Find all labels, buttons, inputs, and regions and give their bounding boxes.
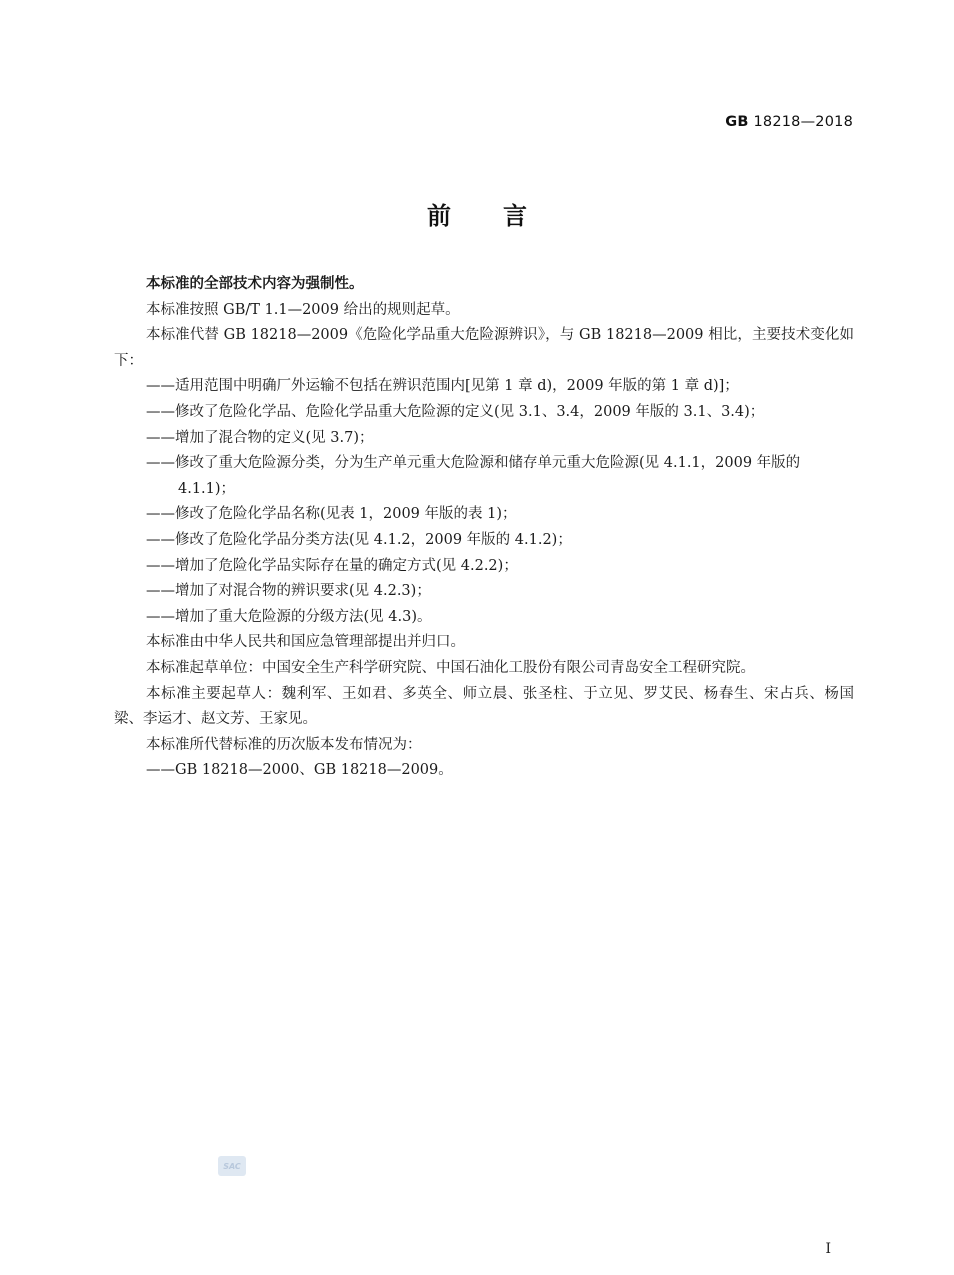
drafters-paragraph: 本标准主要起草人：魏利军、王如君、多英全、师立晨、张圣柱、于立见、罗艾民、杨春生、宋占兵、杨国梁、李运才、赵文芳、王家见。	[114, 685, 854, 728]
mandatory-statement: 本标准的全部技术内容为强制性。	[146, 276, 364, 292]
change-item: ——增加了危险化学品实际存在量的确定方式(见 4.2.2)；	[146, 557, 518, 574]
change-item: ——修改了危险化学品、危险化学品重大危险源的定义(见 3.1、3.4，2009 年版的 3.1、3.4)；	[146, 403, 765, 420]
document-id-number: 18218—2018	[748, 114, 853, 130]
document-id	[725, 114, 853, 130]
document-id-prefix: GB	[725, 114, 749, 130]
change-item: ——增加了混合物的定义(见 3.7)；	[146, 429, 374, 446]
history-list-item: ——GB 18218—2000、GB 18218—2009。	[146, 762, 453, 779]
change-item: ——修改了危险化学品名称(见表 1，2009 年版的表 1)；	[146, 506, 517, 523]
foreword-body	[114, 272, 854, 784]
change-item: ——增加了对混合物的辨识要求(见 4.2.3)；	[146, 583, 431, 600]
sac-watermark-logo: SAC	[218, 1156, 246, 1176]
change-item: ——修改了重大危险源分类，分为生产单元重大危险源和储存单元重大危险源(见 4.1.1，2009 年版的 4.1.1)；	[146, 455, 801, 497]
page-title: 前言	[427, 202, 579, 230]
replacement-paragraph: 本标准代替 GB 18218—2009《危险化学品重大危险源辨识》，与 GB 18218—2009 相比，主要技术变化如下：	[114, 327, 854, 369]
history-intro-paragraph: 本标准所代替标准的历次版本发布情况为：	[146, 736, 422, 753]
page-number: I	[825, 1241, 831, 1257]
change-item: ——适用范围中明确厂外运输不包括在辨识范围内[见第 1 章 d)，2009 年版的第 1 章 d)]；	[146, 378, 739, 395]
change-item: ——增加了重大危险源的分级方法(见 4.3)。	[146, 608, 432, 625]
proposer-paragraph: 本标准由中华人民共和国应急管理部提出并归口。	[146, 634, 465, 651]
drafting-units-paragraph: 本标准起草单位：中国安全生产科学研究院、中国石油化工股份有限公司青岛安全工程研究院。	[146, 659, 755, 676]
change-item: ——修改了危险化学品分类方法(见 4.1.2，2009 年版的 4.1.2)；	[146, 531, 572, 548]
drafting-rules-paragraph: 本标准按照 GB/T 1.1—2009 给出的规则起草。	[146, 301, 460, 318]
